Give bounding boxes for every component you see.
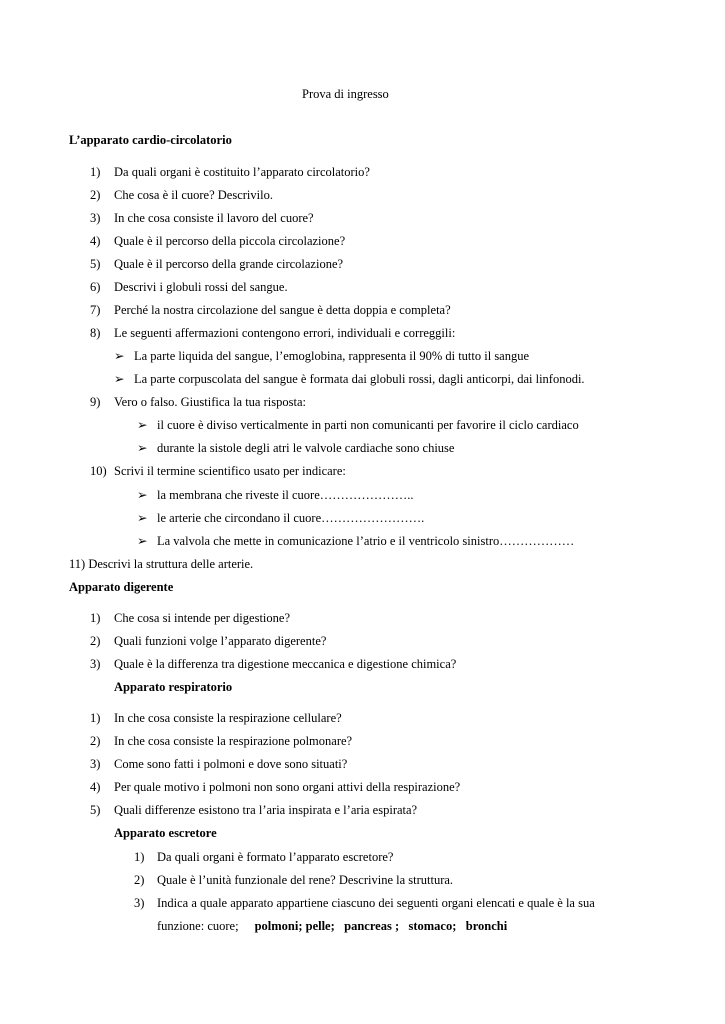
question-number: 1) (134, 850, 145, 864)
section-heading-digerente: Apparato digerente (69, 580, 174, 594)
question-number: 10) (90, 464, 107, 478)
bullet-text: La parte corpuscolata del sangue è formata dai globuli rossi, dagli anticorpi, dai linfonodi. (134, 372, 585, 386)
page-title: Prova di ingresso (302, 87, 389, 101)
question-text: Descrivi i globuli rossi del sangue. (114, 280, 288, 294)
question-number: 2) (134, 873, 145, 887)
bullet-item (137, 510, 424, 526)
bullet-text: il cuore è diviso verticalmente in parti non comunicanti per favorire il ciclo cardiaco (157, 418, 579, 432)
question-number: 2) (90, 188, 101, 202)
arrow-bullet-icon: ➢ (137, 534, 148, 548)
arrow-bullet-icon: ➢ (137, 511, 148, 525)
question-text: Vero o falso. Giustifica la tua risposta: (114, 395, 306, 409)
bullet-text: durante la sistole degli atri le valvole cardiache sono chiuse (157, 441, 455, 455)
arrow-bullet-icon: ➢ (137, 488, 148, 502)
question-number: 3) (90, 657, 101, 671)
question-number: 2) (90, 634, 101, 648)
question-number: 8) (90, 326, 101, 340)
question-text: In che cosa consiste il lavoro del cuore? (114, 211, 314, 225)
question-number: 1) (90, 165, 101, 179)
bullet-text: le arterie che circondano il cuore……………………. (157, 511, 425, 525)
question-text: Da quali organi è formato l’apparato escretore? (157, 850, 394, 864)
question-text: Per quale motivo i polmoni non sono organi attivi della respirazione? (114, 780, 461, 794)
question-number: 1) (90, 611, 101, 625)
question-text: Quale è il percorso della grande circolazione? (114, 257, 344, 271)
question-text: Quale è il percorso della piccola circolazione? (114, 234, 346, 248)
question-number: 2) (90, 734, 101, 748)
question-text: In che cosa consiste la respirazione polmonare? (114, 734, 353, 748)
question-text: In che cosa consiste la respirazione cellulare? (114, 711, 342, 725)
organs-list: polmoni; pelle; pancreas ; stomaco; bronchi (254, 919, 508, 933)
question-text: Quale è l’unità funzionale del rene? Descrivine la struttura. (157, 873, 454, 887)
question-number: 4) (90, 234, 101, 248)
question-text: Quali funzioni volge l’apparato digerente? (114, 634, 327, 648)
question-number: 3) (134, 896, 145, 910)
question-text: Scrivi il termine scientifico usato per indicare: (114, 464, 346, 478)
question-text: Che cosa è il cuore? Descrivilo. (114, 188, 273, 202)
question-text: Quale è la differenza tra digestione meccanica e digestione chimica? (114, 657, 457, 671)
question-number: 3) (90, 757, 101, 771)
question-number: 5) (90, 803, 101, 817)
question-text: Come sono fatti i polmoni e dove sono situati? (114, 757, 348, 771)
question-text: Quali differenze esistono tra l’aria inspirata e l’aria espirata? (114, 803, 418, 817)
bullet-text: La parte liquida del sangue, l’emoglobina, rappresenta il 90% di tutto il sangue (134, 349, 530, 363)
bullet-item (114, 348, 529, 364)
bullet-item (137, 440, 454, 456)
section-heading-circolatorio: L’apparato cardio-circolatorio (69, 133, 232, 147)
question-number: 1) (90, 711, 101, 725)
question-number: 3) (90, 211, 101, 225)
bullet-text: La valvola che mette in comunicazione l’atrio e il ventricolo sinistro……………… (157, 534, 575, 548)
arrow-bullet-icon: ➢ (114, 372, 125, 386)
question-number: 7) (90, 303, 101, 317)
arrow-bullet-icon: ➢ (137, 418, 148, 432)
question-text-continuation (157, 918, 507, 934)
question-text: Perché la nostra circolazione del sangue è detta doppia e completa? (114, 303, 451, 317)
section-heading-respiratorio: Apparato respiratorio (114, 680, 233, 694)
question-text: Indica a quale apparato appartiene ciascuno dei seguenti organi elencati e quale è la sua (157, 896, 595, 910)
organs-prefix: funzione: cuore; (157, 919, 239, 933)
question-text: Che cosa si intende per digestione? (114, 611, 290, 625)
arrow-bullet-icon: ➢ (137, 441, 148, 455)
question-text: Le seguenti affermazioni contengono errori, individuali e correggili: (114, 326, 456, 340)
question-text: 11) Descrivi la struttura delle arterie. (69, 557, 254, 571)
question-number: 6) (90, 280, 101, 294)
bullet-item (137, 417, 579, 433)
question-number: 4) (90, 780, 101, 794)
section-heading-escretore: Apparato escretore (114, 826, 217, 840)
bullet-text: la membrana che riveste il cuore………………….. (157, 488, 414, 502)
arrow-bullet-icon: ➢ (114, 349, 125, 363)
question-number: 5) (90, 257, 101, 271)
bullet-item (137, 487, 414, 503)
bullet-item (137, 533, 574, 549)
bullet-item (114, 371, 585, 387)
question-text: Da quali organi è costituito l’apparato circolatorio? (114, 165, 370, 179)
question-number: 9) (90, 395, 101, 409)
